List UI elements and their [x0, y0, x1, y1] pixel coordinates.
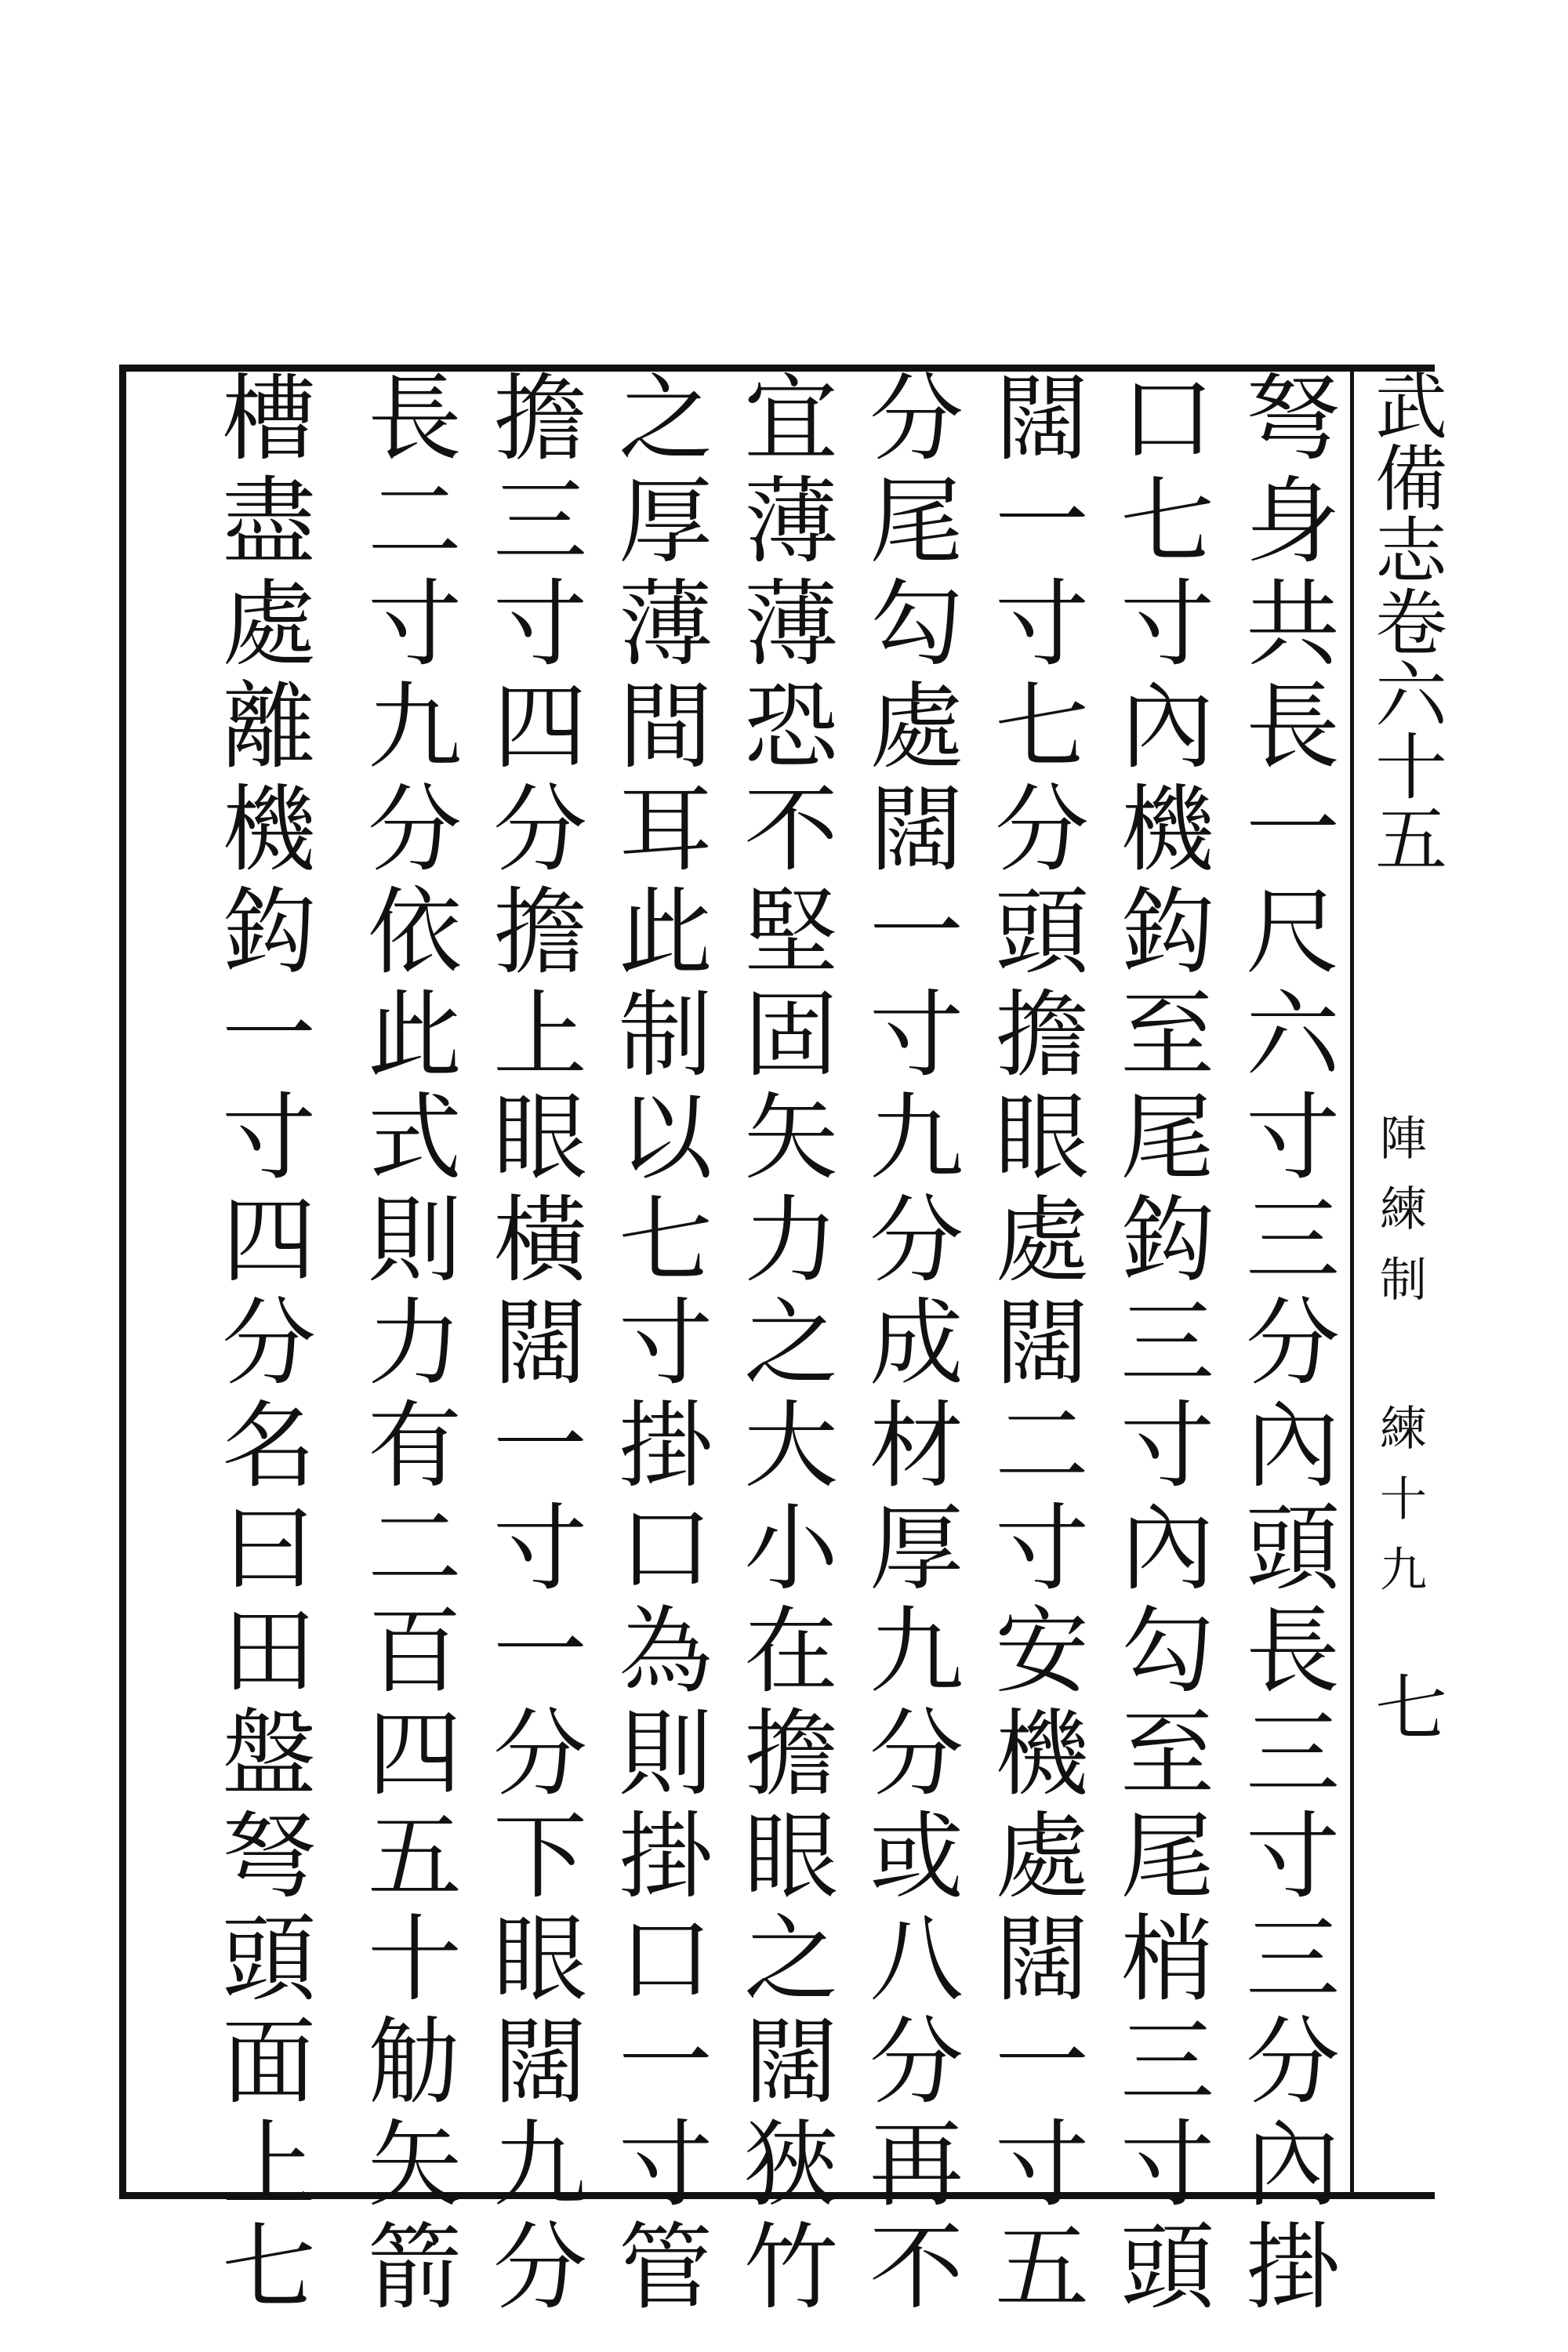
- section-name: 陣練制 練十九: [1372, 1113, 1427, 1615]
- text-column-9: 槽盡處離機鈎一寸四分名曰田盤弩頭面上七: [206, 368, 315, 2320]
- folio-number: 七: [1363, 1670, 1447, 1742]
- text-column-3: 闊一寸七分頭擔眼處闊二寸安機處闊一寸五: [979, 368, 1088, 2320]
- book-title: 武備志卷六十五: [1363, 368, 1447, 873]
- text-column-2: 口七寸內機鈎至尾鈎三寸內勾至尾梢三寸頭: [1105, 368, 1214, 2320]
- text-column-4: 分尾勾處闊一寸九分成材厚九分或八分再不: [854, 368, 963, 2320]
- text-column-6: 之厚薄間耳此制以七寸掛口為則掛口一寸管: [603, 368, 712, 2320]
- text-column-7: 擔三寸四分擔上眼橫闊一寸一分下眼闊九分: [477, 368, 586, 2320]
- text-column-1: 弩身共長一尺六寸三分內頭長三寸三分內掛: [1230, 368, 1339, 2320]
- text-column-8: 長二寸九分依此式則力有二百四五十觔矢箭: [352, 368, 461, 2320]
- text-column-5: 宜薄薄恐不堅固矢力之大小在擔眼之闊狹竹: [728, 368, 837, 2320]
- margin-column-rule: [1350, 365, 1354, 2199]
